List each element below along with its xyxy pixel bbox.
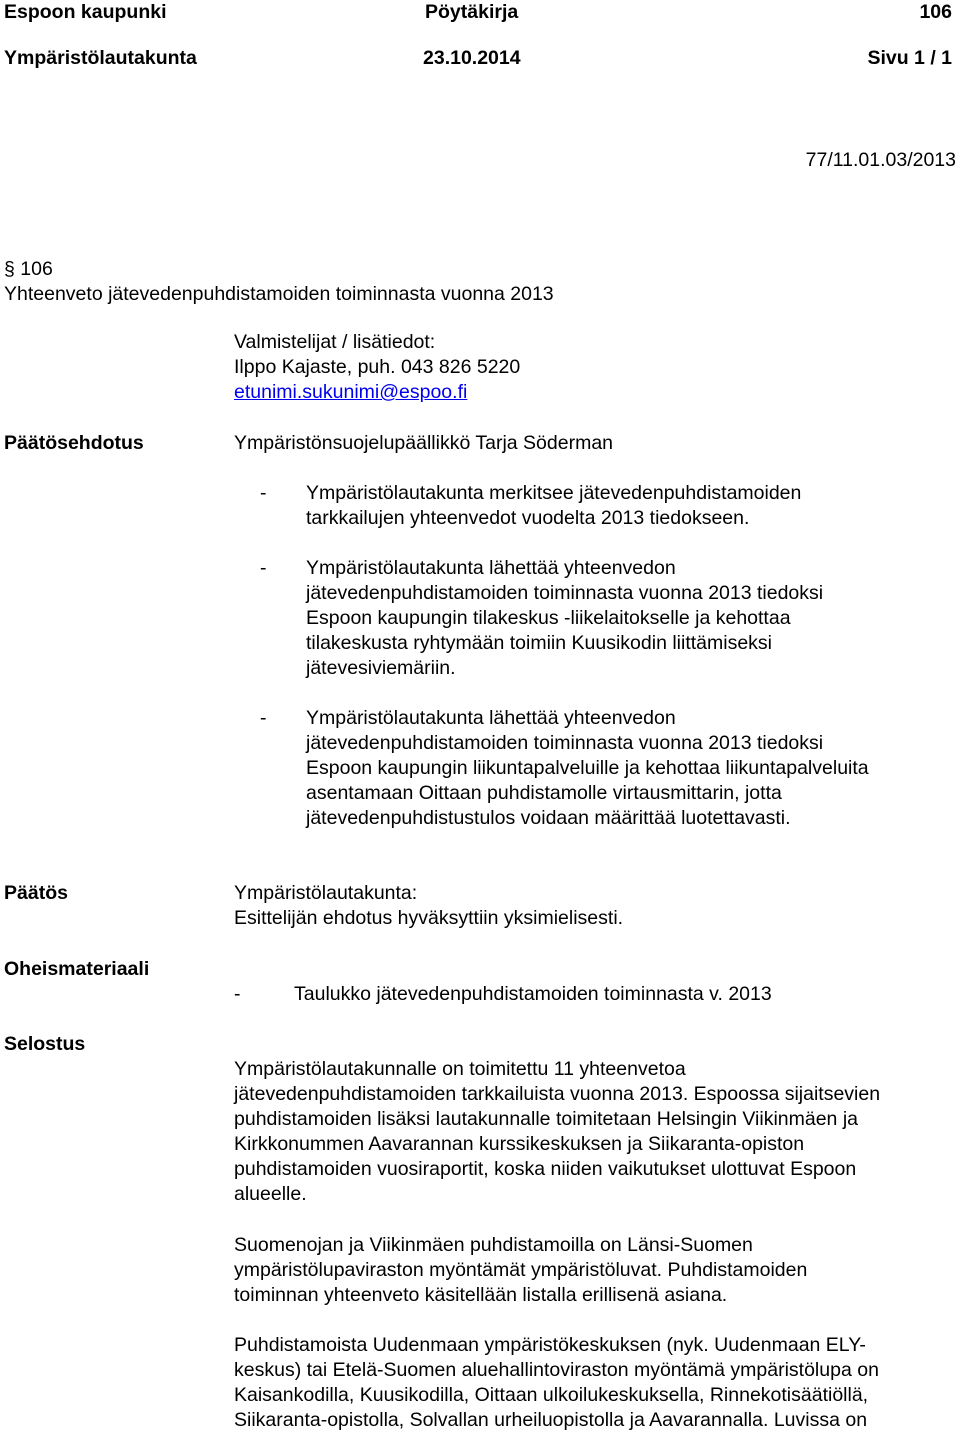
preparers-person: Ilppo Kajaste, puh. 043 826 5220 xyxy=(234,356,521,378)
section-number xyxy=(4,257,53,282)
bullet-line: tilakeskusta ryhtymään toimiin Kuusikodin liittämiseksi xyxy=(306,632,773,654)
section-title: Yhteenveto jätevedenpuhdistamoiden toiminnasta vuonna 2013 xyxy=(4,283,554,305)
proposal-bullet-dash: - xyxy=(260,707,267,729)
bullet-line: Ympäristölautakunta lähettää yhteenvedon xyxy=(306,557,676,579)
description-paragraph-2 xyxy=(234,1233,807,1308)
header-item-number: 106 xyxy=(919,1,952,23)
paragraph-line: Suomenojan ja Viikinmäen puhdistamoilla on Länsi-Suomen xyxy=(234,1234,753,1256)
header-date: 23.10.2014 xyxy=(423,47,521,69)
header-committee: Ympäristölautakunta xyxy=(4,47,197,69)
header-doc-type: Pöytäkirja xyxy=(425,1,519,23)
section-sign-icon: § xyxy=(4,258,15,280)
preparers-block xyxy=(234,330,520,405)
paragraph-line: alueelle. xyxy=(234,1183,307,1205)
attachment-dash: - xyxy=(234,983,241,1005)
bullet-line: jätevedenpuhdistamoiden toiminnasta vuonna 2013 tiedoksi xyxy=(306,732,824,754)
bullet-line: Ympäristölautakunta merkitsee jätevedenpuhdistamoiden xyxy=(306,482,802,504)
paragraph-line: toiminnan yhteenveto käsitellään listalla erillisenä asiana. xyxy=(234,1284,728,1306)
bullet-line: Ympäristölautakunta lähettää yhteenvedon xyxy=(306,707,676,729)
bullet-line: jätevedenpuhdistamoiden toiminnasta vuonna 2013 tiedoksi xyxy=(306,582,824,604)
description-label: Selostus xyxy=(4,1033,86,1055)
attachments-label: Oheismateriaali xyxy=(4,958,150,980)
bullet-line: jätevedenpuhdistustulos voidaan määrittää luotettavasti. xyxy=(306,807,791,829)
file-reference: 77/11.01.03/2013 xyxy=(805,149,956,171)
paragraph-line: Kirkkonummen Aavarannan kurssikeskuksen ja Siikaranta-opiston xyxy=(234,1133,805,1155)
paragraph-line: puhdistamoiden lisäksi lautakunnalle toimitetaan Helsingin Viikinmäen ja xyxy=(234,1108,858,1130)
proposal-label: Päätösehdotus xyxy=(4,432,144,454)
proposal-bullet-2 xyxy=(306,556,823,681)
decision-text: Esittelijän ehdotus hyväksyttiin yksimielisesti. xyxy=(234,907,624,929)
paragraph-line: Siikaranta-opistolla, Solvallan urheiluopistolla ja Aavarannalla. Luvissa on xyxy=(234,1409,868,1431)
proposal-bullet-1 xyxy=(306,481,801,531)
bullet-line: tarkkailujen yhteenvedot vuodelta 2013 tiedokseen. xyxy=(306,507,750,529)
bullet-line: Espoon kaupungin liikuntapalveluille ja kehottaa liikuntapalveluita xyxy=(306,757,869,779)
decision-label: Päätös xyxy=(4,882,68,904)
description-paragraph-1 xyxy=(234,1057,880,1207)
paragraph-line: jätevedenpuhdistamoiden tarkkailuista vuonna 2013. Espoossa sijaitsevien xyxy=(234,1083,881,1105)
preparers-label: Valmistelijat / lisätiedot: xyxy=(234,331,436,353)
proposal-bullet-3 xyxy=(306,706,869,831)
proposal-bullet-dash: - xyxy=(260,557,267,579)
proposal-proposer: Ympäristönsuojelupäällikkö Tarja Söderman xyxy=(234,432,614,454)
paragraph-line: puhdistamoiden vuosiraportit, koska niiden vaikutukset ulottuvat Espoon xyxy=(234,1158,857,1180)
bullet-line: Espoon kaupungin tilakeskus -liikelaitokselle ja kehottaa xyxy=(306,607,791,629)
preparers-email-link[interactable]: etunimi.sukunimi@espoo.fi xyxy=(234,381,468,403)
section-number-value: 106 xyxy=(20,258,53,280)
paragraph-line: Puhdistamoista Uudenmaan ympäristökeskuksen (nyk. Uudenmaan ELY- xyxy=(234,1334,866,1356)
paragraph-line: Kaisankodilla, Kuusikodilla, Oittaan ulkoilukeskuksella, Rinnekotisäätiöllä, xyxy=(234,1384,869,1406)
header-org: Espoon kaupunki xyxy=(4,1,167,23)
bullet-line: asentamaan Oittaan puhdistamolle virtausmittarin, jotta xyxy=(306,782,782,804)
paragraph-line: Ympäristölautakunnalle on toimitettu 11 yhteenvetoa xyxy=(234,1058,686,1080)
paragraph-line: keskus) tai Etelä-Suomen aluehallintoviraston myöntämä ympäristölupa on xyxy=(234,1359,879,1381)
decision-body: Ympäristölautakunta: xyxy=(234,882,418,904)
bullet-line: jätevesiviemäriin. xyxy=(306,657,456,679)
attachment-item: Taulukko jätevedenpuhdistamoiden toiminnasta v. 2013 xyxy=(294,983,772,1005)
decision-block xyxy=(234,881,623,931)
paragraph-line: ympäristölupaviraston myöntämät ympäristöluvat. Puhdistamoiden xyxy=(234,1259,808,1281)
description-paragraph-3 xyxy=(234,1333,879,1433)
proposal-bullet-dash: - xyxy=(260,482,267,504)
header-page: Sivu 1 / 1 xyxy=(867,47,952,69)
